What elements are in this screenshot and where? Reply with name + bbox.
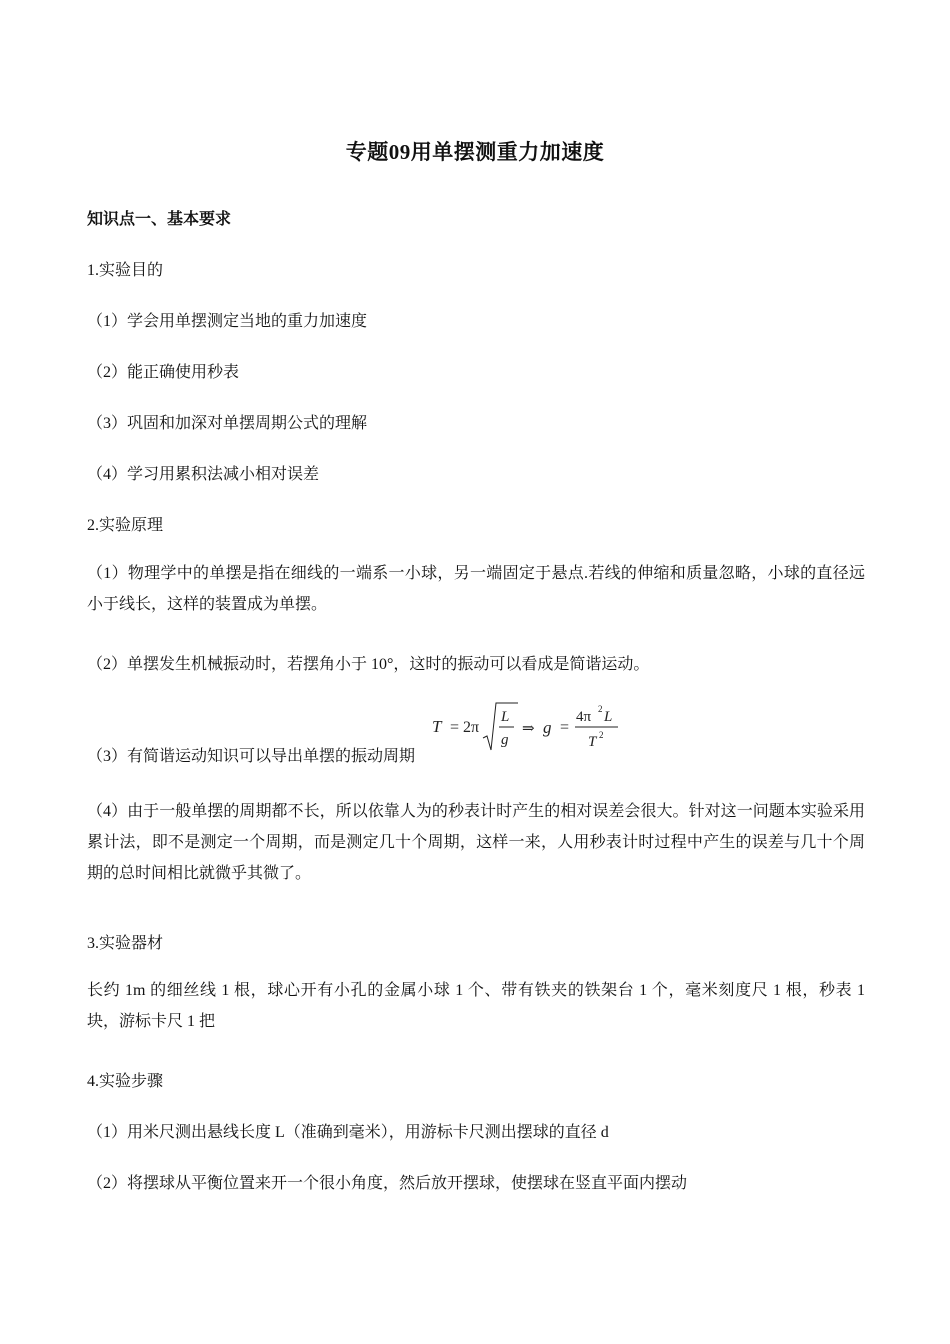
equipment-heading: 3.实验器材 (87, 935, 164, 952)
purpose-item-1: （1）学会用单摆测定当地的重力加速度 (87, 313, 368, 330)
principle-heading: 2.实验原理 (87, 517, 164, 534)
formula-equals-1: = (450, 719, 460, 736)
section-heading: 知识点一、基本要求 (87, 211, 232, 228)
principle-paragraph-4: （4）由于一般单摆的周期都不长，所以依靠人为的秒表计时产生的相对误差会很大。针对这一问题本实验采用累计法，即不是测定一个周期，而是测定几十个周期，这样一来，人用秒表计时过程中产生的误差与几十个周期的总时间相比就微乎其微了。 (87, 803, 865, 882)
formula-graphic (430, 700, 630, 760)
formula-numerator-exponent: 2 (598, 704, 603, 714)
purpose-item-2: （2）能正确使用秒表 (87, 364, 240, 381)
principle-paragraph-2: （2）单摆发生机械振动时，若摆角小于 10°，这时的振动可以看成是简谐运动。 (87, 656, 650, 673)
pendulum-period-formula (430, 700, 630, 760)
steps-heading: 4.实验步骤 (87, 1073, 164, 1090)
implies-arrow: ⇒ (522, 721, 535, 737)
step-item-2: （2）将摆球从平衡位置来开一个很小角度，然后放开摆球，使摆球在竖直平面内摆动 (87, 1175, 688, 1192)
formula-numerator-L: L (604, 709, 613, 725)
formula-T: T (432, 717, 442, 736)
formula-numerator: 4π (576, 709, 592, 725)
formula-g: g (543, 718, 552, 737)
purpose-item-3: （3）巩固和加深对单摆周期公式的理解 (87, 415, 368, 432)
formula-denominator-exponent: 2 (599, 730, 604, 740)
principle-paragraph-1: （1）物理学中的单摆是指在细线的一端系一小球，另一端固定于悬点.若线的伸缩和质量忽略，小球的直径远小于线长，这样的装置成为单摆。 (87, 565, 865, 613)
formula-g-denominator: g (501, 732, 509, 748)
formula-two-pi: 2π (463, 719, 480, 736)
formula-denominator-T: T (588, 734, 597, 750)
principle-paragraph-3: （3）有简谐运动知识可以导出单摆的振动周期 (87, 748, 416, 765)
page-title: 专题09用单摆测重力加速度 (345, 140, 605, 164)
purpose-heading: 1.实验目的 (87, 262, 164, 279)
formula-L: L (501, 709, 510, 725)
purpose-item-4: （4）学习用累积法减小相对误差 (87, 466, 320, 483)
formula-equals-2: = (560, 719, 570, 736)
step-item-1: （1）用米尺测出悬线长度 L（准确到毫米），用游标卡尺测出摆球的直径 d (87, 1124, 609, 1141)
equipment-text: 长约 1m 的细丝线 1 根，球心开有小孔的金属小球 1 个、带有铁夹的铁架台 1 个，毫米刻度尺 1 根，秒表 1 块，游标卡尺 1 把 (87, 982, 865, 1030)
